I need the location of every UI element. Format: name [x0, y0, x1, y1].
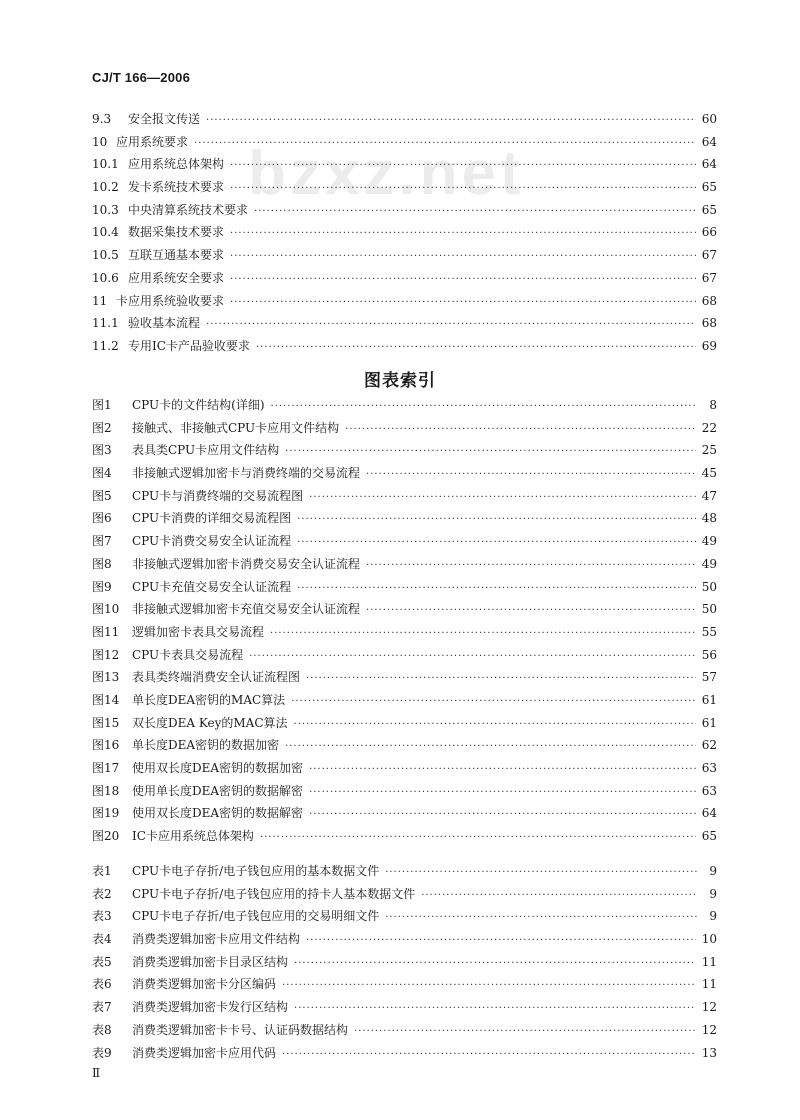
- entry-title: 消费类逻辑加密卡卡号、认证码数据结构: [132, 1022, 349, 1037]
- dot-leader: [306, 668, 696, 691]
- entry-title: 消费类逻辑加密卡发行区结构: [132, 1000, 289, 1015]
- figure-entry[interactable]: [92, 780, 717, 803]
- entry-page-number: 9: [709, 886, 717, 901]
- entry-page-number: 66: [701, 225, 717, 240]
- entry-title: 数据采集技术要求: [128, 225, 225, 240]
- figure-table-index-heading: 图表索引: [364, 371, 436, 391]
- dot-leader: [285, 441, 696, 464]
- entry-page-number: 49: [701, 556, 717, 571]
- entry-number: 10.6: [92, 270, 119, 285]
- entry-number: 图1: [92, 398, 112, 412]
- figure-entry[interactable]: [92, 666, 717, 689]
- figure-entry[interactable]: [92, 394, 717, 417]
- entry-title: CPU卡电子存折/电子钱包应用的基本数据文件: [132, 864, 380, 878]
- entry-page-number: 67: [701, 248, 717, 263]
- entry-page-number: 61: [701, 715, 717, 730]
- dot-leader: [230, 223, 696, 246]
- entry-number: 图11: [92, 624, 120, 639]
- entry-page-number: 48: [701, 511, 717, 526]
- dot-leader: [230, 155, 696, 178]
- figure-entry[interactable]: [92, 507, 717, 530]
- entry-number: 图4: [92, 466, 112, 481]
- entry-page-number: 50: [701, 602, 717, 617]
- dot-leader: [291, 691, 696, 714]
- dot-leader: [230, 292, 696, 315]
- entry-number: 表3: [92, 909, 112, 924]
- figure-entry[interactable]: [92, 530, 717, 553]
- dot-leader: [230, 178, 696, 201]
- dot-leader: [309, 759, 696, 782]
- entry-title: 非接触式逻辑加密卡消费交易安全认证流程: [132, 556, 361, 571]
- entry-title: CPU卡与消费终端的交易流程图: [132, 488, 304, 503]
- entry-number: 图7: [92, 534, 112, 549]
- page-number: Ⅱ: [92, 1066, 101, 1080]
- entry-number: 图18: [92, 783, 120, 798]
- entry-page-number: 65: [701, 180, 717, 195]
- entry-page-number: 68: [701, 293, 717, 308]
- watermark: bzxz.net: [248, 139, 525, 208]
- entry-page-number: 55: [701, 624, 717, 639]
- dot-leader: [285, 736, 696, 759]
- entry-title: 互联互通基本要求: [128, 248, 225, 263]
- dot-leader: [309, 804, 696, 827]
- toc-entry[interactable]: [92, 176, 717, 199]
- toc-entry[interactable]: [92, 199, 717, 222]
- table-index-list: [92, 860, 717, 1064]
- dot-leader: [206, 314, 696, 337]
- entry-page-number: 61: [701, 692, 717, 707]
- entry-page-number: 13: [701, 1045, 717, 1060]
- entry-page-number: 65: [701, 202, 717, 217]
- dot-leader: [366, 600, 696, 623]
- entry-title: 消费类逻辑加密卡应用代码: [132, 1045, 277, 1060]
- entry-number: 表8: [92, 1022, 112, 1037]
- figure-entry[interactable]: [92, 802, 717, 825]
- entry-title: 安全报文传送: [128, 112, 201, 126]
- entry-number: 图8: [92, 556, 112, 571]
- entry-number: 图13: [92, 670, 120, 685]
- entry-page-number: 47: [701, 488, 717, 503]
- table-entry[interactable]: [92, 1042, 717, 1065]
- entry-page-number: 10: [701, 932, 717, 947]
- entry-title: 双长度DEA Key的MAC算法: [132, 715, 288, 730]
- dot-leader: [270, 623, 696, 646]
- entry-title: 使用双长度DEA密钥的数据加密: [132, 761, 304, 775]
- entry-page-number: 25: [701, 443, 717, 458]
- dot-leader: [282, 1044, 696, 1067]
- entry-number: 图2: [92, 420, 112, 435]
- table-entry[interactable]: [92, 996, 717, 1019]
- dot-leader: [230, 246, 696, 269]
- dot-leader: [297, 509, 696, 532]
- entry-number: 表6: [92, 977, 112, 992]
- entry-number: 图17: [92, 761, 120, 775]
- entry-title: IC卡应用系统总体架构: [132, 829, 254, 844]
- figure-entry[interactable]: [92, 439, 717, 462]
- dot-leader: [282, 975, 696, 998]
- entry-page-number: 64: [701, 806, 717, 821]
- entry-number: 11.2: [92, 338, 119, 353]
- entry-title: 使用双长度DEA密钥的数据解密: [132, 806, 304, 821]
- entry-title: CPU卡的文件结构(详细): [132, 398, 265, 412]
- dot-leader: [254, 201, 696, 224]
- entry-number: 图14: [92, 692, 120, 707]
- entry-title: 使用单长度DEA密钥的数据解密: [132, 783, 304, 798]
- entry-title: 单长度DEA密钥的数据加密: [132, 738, 280, 753]
- entry-page-number: 67: [701, 270, 717, 285]
- dot-leader: [294, 998, 696, 1021]
- dot-leader: [366, 464, 696, 487]
- figure-entry[interactable]: [92, 417, 717, 440]
- entry-page-number: 69: [701, 338, 717, 353]
- toc-entry[interactable]: [92, 244, 717, 267]
- entry-page-number: 9: [709, 909, 717, 924]
- table-entry[interactable]: [92, 1019, 717, 1042]
- entry-page-number: 63: [701, 761, 717, 775]
- entry-number: 9.3: [92, 112, 112, 126]
- entry-title: 消费类逻辑加密卡分区编码: [132, 977, 277, 992]
- table-of-contents: [92, 108, 717, 358]
- entry-title: 表具类CPU卡应用文件结构: [132, 443, 280, 458]
- entry-number: 图10: [92, 602, 120, 617]
- dot-leader: [385, 907, 697, 930]
- dot-leader: [385, 862, 697, 885]
- entry-number: 表9: [92, 1045, 112, 1060]
- table-entry[interactable]: [92, 951, 717, 974]
- entry-page-number: 64: [701, 134, 717, 149]
- figure-entry[interactable]: [92, 576, 717, 599]
- entry-number: 图19: [92, 806, 120, 821]
- entry-title: 应用系统安全要求: [128, 270, 225, 285]
- figure-entry[interactable]: [92, 644, 717, 667]
- entry-page-number: 11: [701, 977, 717, 992]
- entry-number: 11.1: [92, 316, 119, 331]
- entry-number: 图6: [92, 511, 112, 526]
- dot-leader: [260, 827, 696, 850]
- entry-page-number: 12: [701, 1000, 717, 1015]
- toc-entry[interactable]: [92, 335, 717, 358]
- toc-entry[interactable]: [92, 290, 717, 313]
- entry-page-number: 68: [701, 316, 717, 331]
- entry-page-number: 56: [701, 647, 717, 662]
- entry-page-number: 9: [709, 864, 717, 878]
- figure-entry[interactable]: [92, 621, 717, 644]
- figure-entry[interactable]: [92, 485, 717, 508]
- entry-page-number: 50: [701, 579, 717, 594]
- dot-leader: [294, 953, 696, 976]
- toc-entry[interactable]: [92, 131, 717, 154]
- dot-leader: [297, 578, 696, 601]
- entry-page-number: 8: [709, 398, 717, 412]
- entry-title: 消费类逻辑加密卡应用文件结构: [132, 932, 301, 947]
- dot-leader: [306, 930, 696, 953]
- entry-title: CPU卡充值交易安全认证流程: [132, 579, 292, 594]
- table-entry[interactable]: [92, 905, 717, 928]
- entry-number: 10.2: [92, 180, 119, 195]
- entry-page-number: 64: [701, 157, 717, 172]
- figure-entry[interactable]: [92, 462, 717, 485]
- entry-title: 非接触式逻辑加密卡充值交易安全认证流程: [132, 602, 361, 617]
- figure-entry[interactable]: [92, 598, 717, 621]
- entry-title: 逻辑加密卡表具交易流程: [132, 624, 265, 639]
- entry-title: CPU卡消费交易安全认证流程: [132, 534, 292, 549]
- entry-number: 图12: [92, 647, 120, 662]
- entry-page-number: 63: [701, 783, 717, 798]
- entry-title: 中央清算系统技术要求: [128, 202, 249, 217]
- table-entry[interactable]: [92, 928, 717, 951]
- entry-number: 表1: [92, 864, 112, 878]
- entry-number: 10.1: [92, 157, 119, 172]
- entry-title: 卡应用系统验收要求: [116, 293, 225, 308]
- dot-leader: [194, 133, 696, 156]
- entry-title: 单长度DEA密钥的MAC算法: [132, 692, 286, 707]
- entry-number: 表4: [92, 932, 112, 947]
- entry-number: 10.5: [92, 248, 119, 263]
- table-entry[interactable]: [92, 883, 717, 906]
- entry-title: 验收基本流程: [128, 316, 201, 331]
- entry-number: 图9: [92, 579, 112, 594]
- entry-title: 应用系统要求: [116, 134, 189, 149]
- entry-number: 图20: [92, 829, 120, 844]
- figure-entry[interactable]: [92, 734, 717, 757]
- entry-title: 专用IC卡产品验收要求: [128, 338, 250, 353]
- figure-entry[interactable]: [92, 553, 717, 576]
- toc-entry[interactable]: [92, 153, 717, 176]
- entry-page-number: 11: [701, 954, 717, 969]
- entry-number: 表2: [92, 886, 112, 901]
- entry-page-number: 45: [701, 466, 717, 481]
- entry-title: CPU卡消费的详细交易流程图: [132, 511, 292, 526]
- entry-page-number: 62: [701, 738, 717, 753]
- dot-leader: [345, 419, 696, 442]
- entry-number: 图15: [92, 715, 120, 730]
- entry-number: 10.4: [92, 225, 119, 240]
- dot-leader: [249, 646, 696, 669]
- entry-title: 非接触式逻辑加密卡与消费终端的交易流程: [132, 466, 361, 481]
- table-entry[interactable]: [92, 973, 717, 996]
- figure-index-list: [92, 394, 717, 848]
- entry-page-number: 49: [701, 534, 717, 549]
- standard-code: CJ/T 166—2006: [92, 70, 190, 85]
- dot-leader: [354, 1021, 696, 1044]
- figure-entry[interactable]: [92, 689, 717, 712]
- entry-title: 应用系统总体架构: [128, 157, 225, 172]
- dot-leader: [366, 555, 696, 578]
- figure-entry[interactable]: [92, 825, 717, 848]
- entry-number: 图5: [92, 488, 112, 503]
- dot-leader: [256, 337, 696, 360]
- entry-number: 11: [92, 293, 108, 308]
- entry-number: 图3: [92, 443, 112, 458]
- entry-title: CPU卡电子存折/电子钱包应用的交易明细文件: [132, 909, 380, 924]
- entry-number: 10: [92, 134, 108, 149]
- toc-entry[interactable]: [92, 312, 717, 335]
- figure-entry[interactable]: [92, 757, 717, 780]
- dot-leader: [271, 396, 697, 419]
- entry-page-number: 12: [701, 1022, 717, 1037]
- dot-leader: [421, 885, 697, 908]
- entry-page-number: 57: [701, 670, 717, 685]
- entry-title: 发卡系统技术要求: [128, 180, 225, 195]
- entry-title: 消费类逻辑加密卡目录区结构: [132, 954, 289, 969]
- dot-leader: [206, 110, 696, 133]
- toc-entry[interactable]: [92, 108, 717, 131]
- dot-leader: [297, 532, 696, 555]
- dot-leader: [230, 269, 696, 292]
- entry-page-number: 60: [701, 112, 717, 126]
- entry-number: 表7: [92, 1000, 112, 1015]
- dot-leader: [294, 714, 696, 737]
- entry-title: 接触式、非接触式CPU卡应用文件结构: [132, 420, 340, 435]
- table-entry[interactable]: [92, 860, 717, 883]
- toc-entry[interactable]: [92, 221, 717, 244]
- dot-leader: [309, 782, 696, 805]
- entry-number: 图16: [92, 738, 120, 753]
- figure-entry[interactable]: [92, 712, 717, 735]
- entry-title: 表具类终端消费安全认证流程图: [132, 670, 301, 685]
- entry-title: CPU卡表具交易流程: [132, 647, 244, 662]
- entry-page-number: 65: [701, 829, 717, 844]
- entry-number: 表5: [92, 954, 112, 969]
- toc-entry[interactable]: [92, 267, 717, 290]
- dot-leader: [309, 487, 696, 510]
- entry-page-number: 22: [701, 420, 717, 435]
- entry-number: 10.3: [92, 202, 119, 217]
- entry-title: CPU卡电子存折/电子钱包应用的持卡人基本数据文件: [132, 886, 416, 901]
